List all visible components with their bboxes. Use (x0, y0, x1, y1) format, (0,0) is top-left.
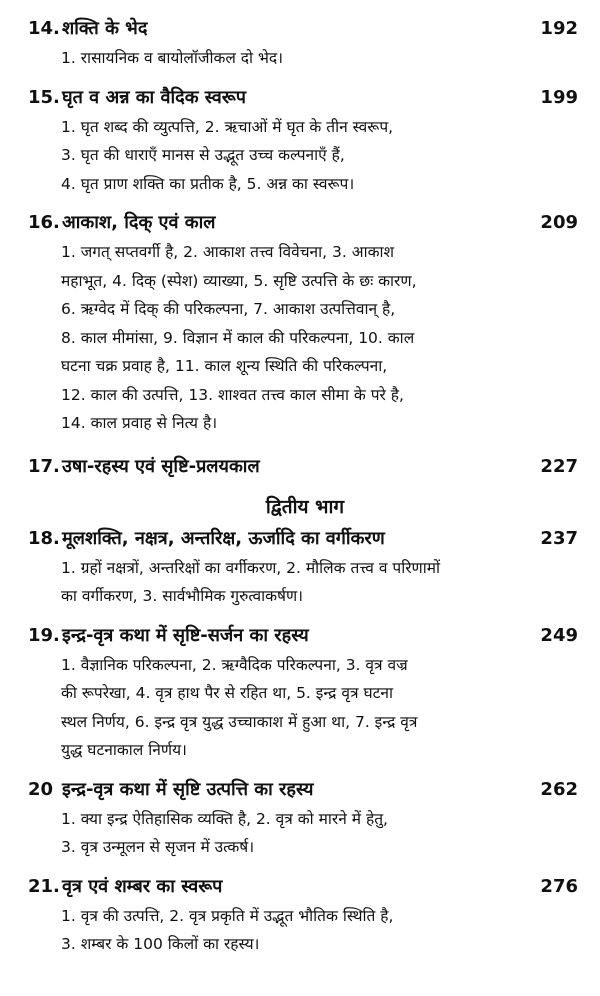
entry-subtopics-line: 3. घृत की धाराएँ मानस से उद्भूत उच्च कल्पनाएँ हैं, (61, 146, 345, 164)
entry-subtopics-line: 1. वैज्ञानिक परिकल्पना, 2. ऋग्वैदिक परिकल्पना, 3. वृत्र वज्र (61, 655, 408, 674)
entry-subtopics-line: 6. ऋग्वेद में दिक् की परिकल्पना, 7. आकाश उत्पत्तिवान् है, (61, 300, 396, 318)
entry-subtopics-line: महाभूत, 4. दिक् (स्पेश) व्याख्या, 5. सृष्टि उत्पत्ति के छः कारण, (61, 271, 417, 290)
toc-entry-14 (28, 14, 582, 73)
entry-title: इन्द्र-वृत्र कथा में सृष्टि-सर्जन का रहस्य (62, 624, 309, 646)
entry-heading (28, 208, 582, 238)
entry-title: इन्द्र-वृत्र कथा में सृष्टि उत्पत्ति का रहस्य (62, 778, 314, 800)
entry-subtopics-line: 3. वृत्र उन्मूलन से सृजन में उत्कर्ष। (61, 838, 255, 856)
entry-number: 20 (28, 778, 54, 800)
entry-page-number: 209 (540, 212, 578, 233)
entry-heading (28, 452, 582, 482)
entry-subtopics-line: स्थल निर्णय, 6. इन्द्र वृत्र युद्ध उच्चाकाश में हुआ था, 7. इन्द्र वृत्र (61, 712, 418, 731)
entry-number: 16. (28, 212, 60, 233)
entry-title: वृत्र एवं शम्बर का स्वरूप (62, 875, 223, 897)
entry-number: 21. (28, 875, 60, 897)
entry-number: 15. (28, 86, 60, 108)
entry-heading (28, 775, 582, 805)
entry-subtopics-line: 14. काल प्रवाह से नित्य है। (61, 414, 218, 432)
entry-subtopics-line: 1. जगत् सप्तवर्गी है, 2. आकाश तत्त्व विवेचना, 3. आकाश (61, 243, 395, 261)
entry-title: घृत व अन्न का वैदिक स्वरूप (62, 86, 247, 108)
entry-page-number: 192 (540, 18, 578, 39)
entry-heading (28, 83, 582, 113)
entry-subtopics-line: 4. घृत प्राण शक्ति का प्रतीक है, 5. अन्न का स्वरूप। (61, 174, 355, 193)
entry-page-number: 199 (540, 86, 578, 108)
entry-subtopics-line: की रूपरेखा, 4. वृत्र हाथ पैर से रहित था, 5. इन्द्र वृत्र घटना (61, 684, 394, 702)
entry-heading (28, 621, 582, 651)
entry-subtopics-line: 1. रासायनिक व बायोलॉजीकल दो भेद। (61, 49, 283, 67)
entry-subtopics-line: 1. ग्रहों नक्षत्रों, अन्तरिक्षों का वर्गीकरण, 2. मौलिक तत्त्व व परिणामों (61, 558, 441, 577)
entry-heading (28, 872, 582, 902)
entry-subtopics-line: युद्ध घटनाकाल निर्णय। (61, 741, 187, 759)
toc-entry-21 (28, 872, 582, 959)
toc-entry-19 (28, 621, 582, 765)
toc-entry-15 (28, 83, 582, 199)
entry-subtopics-line: 1. वृत्र की उत्पत्ति, 2. वृत्र प्रकृति में उद्भूत भौतिक स्थिति है, (61, 906, 394, 925)
entry-page-number: 249 (540, 624, 578, 646)
part-heading: द्वितीय भाग (265, 495, 345, 518)
entry-heading (28, 14, 582, 44)
entry-subtopics-line: 8. काल मीमांसा, 9. विज्ञान में काल की परिकल्पना, 10. काल (61, 328, 415, 347)
entry-subtopics-line: का वर्गीकरण, 3. सार्वभौमिक गुरुत्वाकर्षण। (61, 587, 304, 605)
toc-entry-17 (28, 452, 582, 482)
entry-page-number: 262 (540, 778, 578, 800)
entry-title: मूलशक्ति, नक्षत्र, अन्तरिक्ष, ऊर्जादि का वर्गीकरण (62, 527, 385, 549)
entry-number: 14. (28, 18, 60, 39)
toc-entry-16 (28, 208, 582, 438)
entry-page-number: 227 (540, 455, 578, 477)
entry-title: शक्ति के भेद (62, 18, 148, 39)
toc-entry-20 (28, 775, 582, 862)
entry-number: 17. (28, 455, 60, 477)
entry-subtopics-line: घटना चक्र प्रवाह है, 11. काल शून्य स्थिति की परिकल्पना, (61, 357, 388, 375)
entry-subtopics-line: 3. शम्बर के 100 किलों का रहस्य। (61, 935, 260, 953)
entry-number: 18. (28, 527, 60, 549)
entry-title: उषा-रहस्य एवं सृष्टि-प्रलयकाल (62, 455, 260, 477)
toc-entry-18 (28, 524, 582, 611)
entry-heading (28, 524, 582, 554)
entry-page-number: 237 (540, 527, 578, 549)
entry-subtopics-line: 1. क्या इन्द्र ऐतिहासिक व्यक्ति है, 2. वृत्र को मारने में हेतु, (61, 809, 388, 828)
entry-title: आकाश, दिक् एवं काल (62, 212, 216, 233)
entry-number: 19. (28, 624, 60, 646)
entry-page-number: 276 (540, 875, 578, 897)
entry-subtopics-line: 12. काल की उत्पत्ति, 13. शाश्वत तत्त्व काल सीमा के परे है, (61, 385, 404, 404)
entry-subtopics-line: 1. घृत शब्द की व्युत्पत्ति, 2. ऋचाओं में घृत के तीन स्वरूप, (61, 117, 394, 136)
